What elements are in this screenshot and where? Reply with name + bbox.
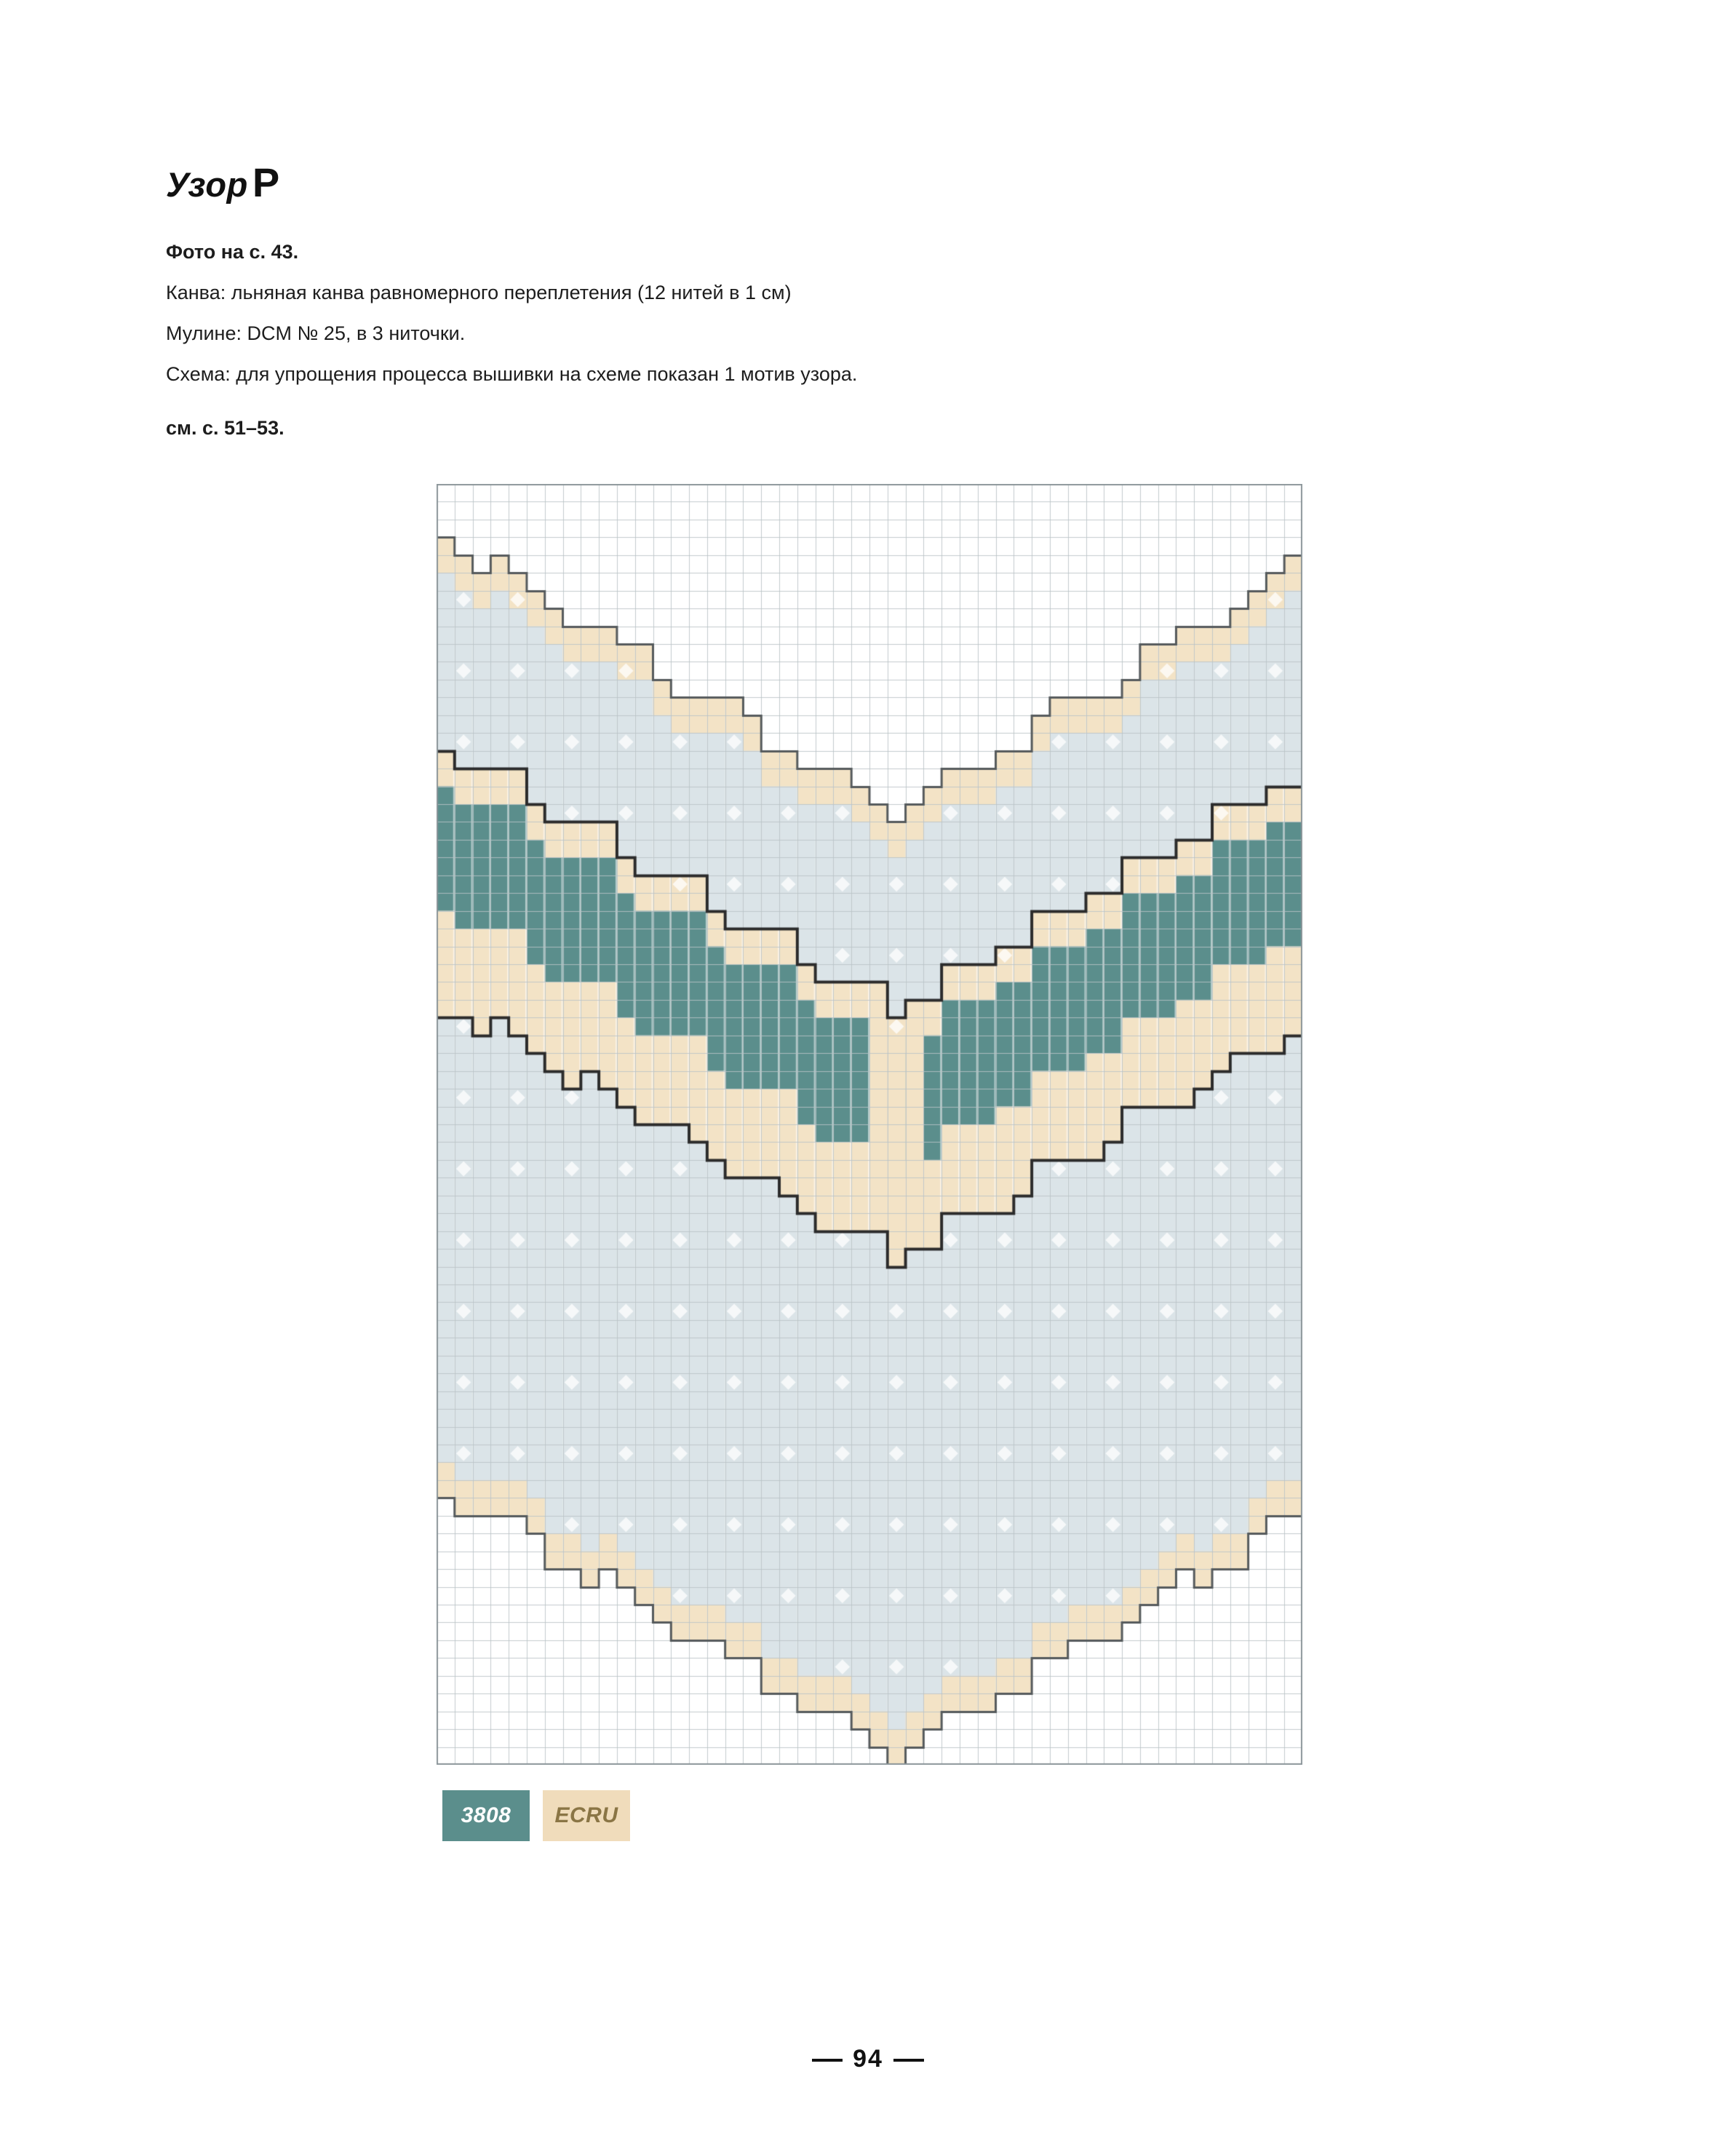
pattern-info — [166, 231, 1257, 448]
color-legend — [442, 1790, 630, 1841]
page-title-letter: P — [252, 159, 280, 205]
chart-canvas — [437, 484, 1302, 1765]
page-title-prefix: Узор — [166, 165, 248, 204]
floss-spec: Мулине: DCM № 25, в 3 ниточки. — [166, 322, 466, 344]
footer-dash-left — [812, 2059, 843, 2062]
canvas-spec: Канва: льняная канва равномерного переплетения (12 нитей в 1 см) — [166, 282, 792, 303]
page-footer — [0, 2045, 1736, 2073]
footer-dash-right — [893, 2059, 924, 2062]
legend-swatch-3808: 3808 — [442, 1790, 530, 1841]
legend-swatch-ecru: ECRU — [543, 1790, 630, 1841]
page-number: 94 — [853, 2045, 883, 2073]
scheme-spec: Схема: для упрощения процесса вышивки на схеме показан 1 мотив узора. — [166, 363, 858, 385]
see-also-reference: см. с. 51–53. — [166, 417, 284, 439]
photo-reference: Фото на с. 43. — [166, 241, 299, 263]
pattern-chart — [437, 484, 1302, 1765]
page-title — [166, 159, 279, 206]
